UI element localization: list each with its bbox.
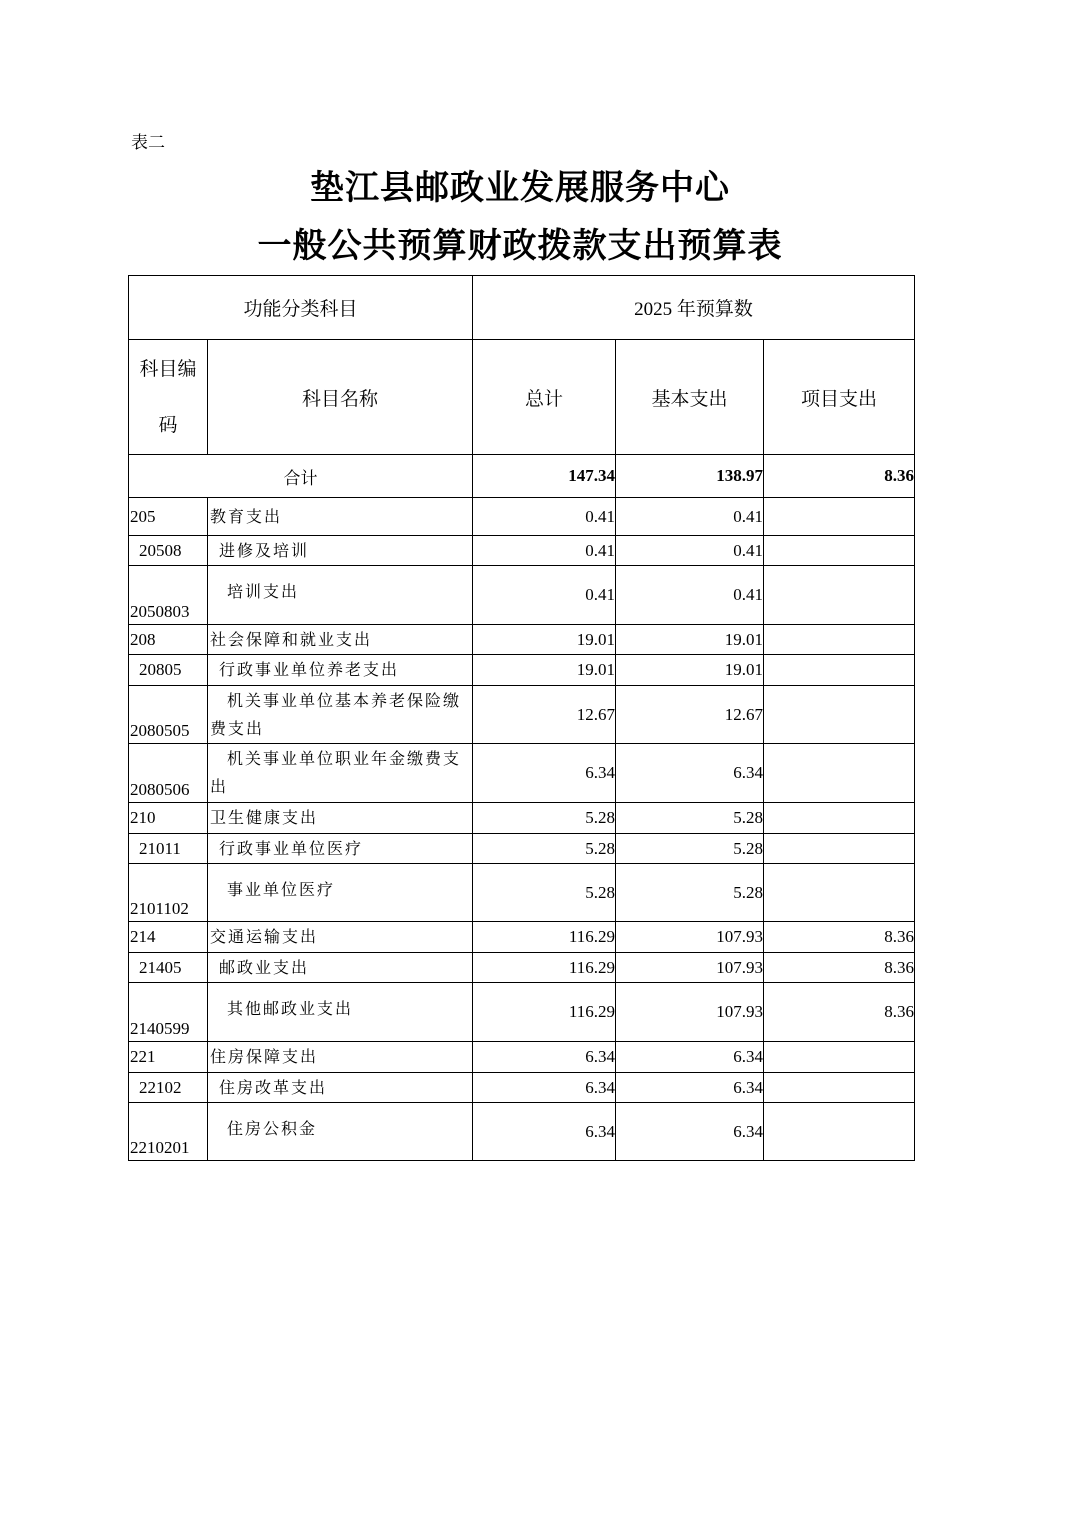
row-basic: 6.34 [616, 1042, 764, 1073]
row-total: 116.29 [473, 983, 616, 1042]
row-basic: 5.28 [616, 834, 764, 864]
row-project: 8.36 [764, 983, 915, 1042]
row-total: 0.41 [473, 498, 616, 536]
row-code: 214 [129, 922, 208, 953]
row-code: 20508 [129, 536, 208, 566]
row-total: 6.34 [473, 1042, 616, 1073]
row-project [764, 625, 915, 655]
table-row [129, 803, 915, 834]
row-code: 21405 [129, 953, 208, 983]
total-row-label: 合计 [129, 455, 473, 498]
table-row [129, 686, 915, 744]
total-row-basic: 138.97 [616, 455, 764, 498]
row-name: 住房公积金 [208, 1103, 473, 1161]
row-basic: 0.41 [616, 498, 764, 536]
row-total: 19.01 [473, 655, 616, 686]
total-row-total: 147.34 [473, 455, 616, 498]
table-row [129, 1042, 915, 1073]
name-column-header: 科目名称 [208, 340, 473, 455]
row-total: 116.29 [473, 953, 616, 983]
row-basic: 107.93 [616, 953, 764, 983]
row-code: 2080506 [129, 744, 208, 803]
table-row [129, 566, 915, 625]
row-total: 6.34 [473, 1103, 616, 1161]
row-project [764, 744, 915, 803]
row-project [764, 803, 915, 834]
table-row [129, 536, 915, 566]
row-code: 205 [129, 498, 208, 536]
row-name: 交通运输支出 [208, 922, 473, 953]
row-basic: 0.41 [616, 536, 764, 566]
budget-table [128, 275, 915, 1161]
row-basic: 107.93 [616, 922, 764, 953]
row-code: 21011 [129, 834, 208, 864]
row-name: 其他邮政业支出 [208, 983, 473, 1042]
row-project: 8.36 [764, 922, 915, 953]
row-total: 19.01 [473, 625, 616, 655]
table-row [129, 498, 915, 536]
row-name: 行政事业单位医疗 [208, 834, 473, 864]
total-row [129, 455, 915, 498]
row-basic: 5.28 [616, 864, 764, 922]
row-code: 22102 [129, 1073, 208, 1103]
row-name: 机关事业单位基本养老保险缴费支出 [208, 686, 473, 744]
row-project [764, 686, 915, 744]
row-basic: 19.01 [616, 625, 764, 655]
row-name: 事业单位医疗 [208, 864, 473, 922]
row-project [764, 566, 915, 625]
row-code: 221 [129, 1042, 208, 1073]
row-name: 行政事业单位养老支出 [208, 655, 473, 686]
total-row-project: 8.36 [764, 455, 915, 498]
row-total: 6.34 [473, 1073, 616, 1103]
row-total: 5.28 [473, 864, 616, 922]
page-title-line2: 一般公共预算财政拨款支出预算表 [257, 226, 783, 266]
row-total: 0.41 [473, 536, 616, 566]
row-code: 2140599 [129, 983, 208, 1042]
row-project [764, 536, 915, 566]
row-name: 培训支出 [208, 566, 473, 625]
header-row-1 [129, 276, 915, 340]
row-project: 8.36 [764, 953, 915, 983]
page-title-line1: 垫江县邮政业发展服务中心 [310, 168, 730, 208]
row-basic: 107.93 [616, 983, 764, 1042]
row-total: 116.29 [473, 922, 616, 953]
row-project [764, 1103, 915, 1161]
table-row [129, 922, 915, 953]
row-project [764, 834, 915, 864]
table-row [129, 834, 915, 864]
row-project [764, 498, 915, 536]
row-name: 机关事业单位职业年金缴费支出 [208, 744, 473, 803]
row-name: 进修及培训 [208, 536, 473, 566]
func-class-header: 功能分类科目 [129, 276, 473, 340]
table-row [129, 983, 915, 1042]
row-name: 住房保障支出 [208, 1042, 473, 1073]
table-row [129, 655, 915, 686]
table-row [129, 625, 915, 655]
row-code: 208 [129, 625, 208, 655]
row-basic: 5.28 [616, 803, 764, 834]
row-code: 2101102 [129, 864, 208, 922]
table-row [129, 744, 915, 803]
header-row-2 [129, 340, 915, 455]
row-basic: 19.01 [616, 655, 764, 686]
code-column-header: 科目编码 [129, 340, 208, 455]
project-column-header: 项目支出 [764, 340, 915, 455]
row-total: 6.34 [473, 744, 616, 803]
row-project [764, 1073, 915, 1103]
row-basic: 0.41 [616, 566, 764, 625]
total-column-header: 总计 [473, 340, 616, 455]
row-total: 5.28 [473, 834, 616, 864]
budget-year-header: 2025 年预算数 [473, 276, 915, 340]
row-project [764, 864, 915, 922]
table-row [129, 1073, 915, 1103]
row-total: 0.41 [473, 566, 616, 625]
row-project [764, 655, 915, 686]
table-row [129, 953, 915, 983]
row-basic: 12.67 [616, 686, 764, 744]
row-total: 12.67 [473, 686, 616, 744]
row-total: 5.28 [473, 803, 616, 834]
row-basic: 6.34 [616, 1073, 764, 1103]
row-code: 2080505 [129, 686, 208, 744]
table-row [129, 1103, 915, 1161]
table-row [129, 864, 915, 922]
row-code: 2050803 [129, 566, 208, 625]
row-project [764, 1042, 915, 1073]
row-name: 社会保障和就业支出 [208, 625, 473, 655]
basic-column-header: 基本支出 [616, 340, 764, 455]
table-number-label: 表二 [131, 133, 165, 153]
row-basic: 6.34 [616, 744, 764, 803]
row-name: 邮政业支出 [208, 953, 473, 983]
row-name: 卫生健康支出 [208, 803, 473, 834]
row-name: 教育支出 [208, 498, 473, 536]
row-code: 2210201 [129, 1103, 208, 1161]
row-code: 20805 [129, 655, 208, 686]
row-code: 210 [129, 803, 208, 834]
row-name: 住房改革支出 [208, 1073, 473, 1103]
row-basic: 6.34 [616, 1103, 764, 1161]
